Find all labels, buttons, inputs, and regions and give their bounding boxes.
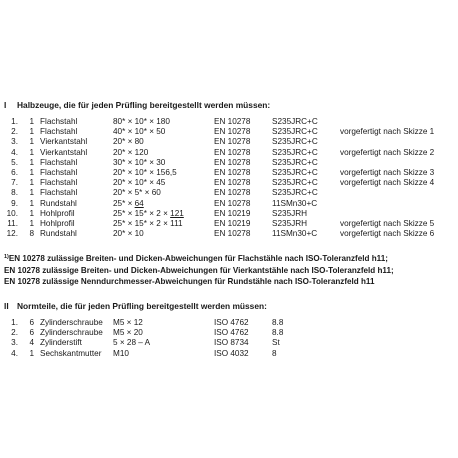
row-name: Sechskantmutter	[40, 348, 102, 358]
row-material: S235JRC+C	[272, 157, 318, 167]
row-position: 3.	[11, 338, 18, 348]
row-dimensions: M5 × 20	[113, 328, 143, 338]
footnote-line-3: EN 10278 zulässige Nenndurchmesser-Abweichungen für Rundstähle nach ISO-Toleranzfeld h11	[4, 277, 375, 287]
row-norm: EN 10278	[214, 127, 251, 137]
row-quantity: 8	[29, 229, 34, 239]
row-position: 1.	[11, 117, 18, 126]
row-dimensions: 20* × 10* × 45	[113, 178, 166, 188]
row-name: Vierkantstahl	[40, 137, 88, 147]
row-position: 2.	[11, 127, 18, 137]
footnote-line-2: EN 10278 zulässige Breiten- und Dicken-Abweichungen für Vierkantstähle nach ISO-Toleranzfeld h11;	[4, 265, 394, 275]
row-quantity: 4	[29, 338, 34, 348]
row-material: 11SMn30+C	[272, 229, 318, 239]
row-position: 5.	[11, 157, 18, 167]
row-material: S235JRC+C	[272, 167, 318, 177]
row-position: 2.	[11, 328, 18, 338]
row-material: 8.8	[272, 318, 284, 327]
footnote-line-1	[4, 252, 456, 265]
row-name: Flachstahl	[40, 178, 78, 188]
row-name: Flachstahl	[40, 157, 78, 167]
row-norm: ISO 4762	[214, 318, 249, 327]
row-position: 9.	[11, 198, 18, 208]
row-material: 8.8	[272, 328, 284, 338]
row-position: 12.	[6, 229, 18, 239]
row-dimensions-underlined: 64	[134, 198, 144, 208]
row-norm: EN 10278	[214, 198, 251, 208]
row-material: St	[272, 338, 280, 348]
section-1-roman: I	[4, 100, 7, 110]
row-material: S235JRH	[272, 208, 308, 218]
row-dimensions-prefix: 25* ×	[113, 198, 135, 208]
row-quantity: 6	[29, 318, 34, 327]
row-name: Zylinderstift	[40, 338, 82, 348]
row-norm: ISO 8734	[214, 338, 249, 348]
row-position: 8.	[11, 188, 18, 198]
row-dimensions-prefix: 25* × 15* × 2 ×	[113, 208, 171, 218]
row-quantity: 1	[29, 127, 34, 137]
row-name: Flachstahl	[40, 127, 78, 137]
row-position: 10.	[6, 208, 18, 218]
row-quantity: 1	[29, 167, 34, 177]
row-name: Hohlprofil	[40, 218, 75, 228]
row-material: 8	[272, 348, 277, 358]
row-dimensions: 5 × 28 – A	[113, 338, 151, 348]
row-name: Flachstahl	[40, 167, 78, 177]
row-quantity: 1	[29, 157, 34, 167]
row-dimensions: 30* × 10* × 30	[113, 157, 166, 167]
row-position: 11.	[7, 218, 18, 228]
row-name: Zylinderschraube	[40, 318, 103, 327]
row-dimensions	[113, 209, 184, 218]
row-position: 3.	[11, 137, 18, 147]
row-norm: EN 10219	[214, 218, 251, 228]
row-note: vorgefertigt nach Skizze 1	[340, 127, 435, 137]
section-2-roman: II	[4, 301, 9, 311]
row-dimensions: 40* × 10* × 50	[113, 127, 166, 137]
row-material: S235JRC+C	[272, 178, 318, 188]
row-norm: EN 10278	[214, 137, 251, 147]
row-name: Hohlprofil	[40, 208, 75, 218]
row-quantity: 1	[29, 218, 34, 228]
row-norm: EN 10219	[214, 208, 251, 218]
row-position: 6.	[11, 167, 18, 177]
row-dimensions-underlined: 121	[170, 208, 184, 218]
row-dimensions: 20* × 120	[113, 147, 149, 157]
row-norm: EN 10278	[214, 229, 251, 239]
row-dimensions: M10	[113, 348, 129, 358]
row-dimensions: 25* × 15* × 2 × 111	[113, 218, 183, 228]
row-dimensions: 20* × 10	[113, 229, 144, 239]
row-material: S235JRH	[272, 218, 308, 228]
footnote-marker: 1)	[4, 254, 9, 260]
row-quantity: 1	[29, 188, 34, 198]
section-2-heading	[4, 301, 267, 311]
row-name: Flachstahl	[40, 188, 78, 198]
row-norm: ISO 4032	[214, 348, 249, 358]
row-name: Flachstahl	[40, 117, 78, 126]
row-norm: EN 10278	[214, 147, 251, 157]
row-material: S235JRC+C	[272, 188, 318, 198]
row-dimensions: 20* × 10* × 156,5	[113, 167, 177, 177]
row-quantity: 1	[29, 147, 34, 157]
row-note: vorgefertigt nach Skizze 6	[340, 229, 435, 239]
row-quantity: 1	[29, 198, 34, 208]
row-material: 11SMn30+C	[272, 198, 318, 208]
row-name: Vierkantstahl	[40, 147, 88, 157]
row-note: vorgefertigt nach Skizze 2	[340, 147, 435, 157]
row-dimensions: M5 × 12	[113, 318, 143, 327]
row-norm: EN 10278	[214, 167, 251, 177]
row-quantity: 1	[29, 208, 34, 218]
row-quantity: 1	[29, 137, 34, 147]
row-note: vorgefertigt nach Skizze 3	[340, 167, 435, 177]
row-note: vorgefertigt nach Skizze 5	[340, 218, 435, 228]
tolerance-footnote	[4, 252, 456, 288]
row-material: S235JRC+C	[272, 117, 318, 126]
row-quantity: 1	[29, 117, 34, 126]
row-name: Rundstahl	[40, 198, 77, 208]
row-norm: ISO 4762	[214, 328, 249, 338]
section-1-heading	[4, 100, 270, 110]
row-norm: EN 10278	[214, 157, 251, 167]
row-position: 4.	[11, 348, 18, 358]
row-position: 4.	[11, 147, 18, 157]
row-material: S235JRC+C	[272, 147, 318, 157]
row-quantity: 1	[29, 348, 34, 358]
row-name: Zylinderschraube	[40, 328, 103, 338]
row-quantity: 6	[29, 328, 34, 338]
row-material: S235JRC+C	[272, 127, 318, 137]
row-dimensions: 80* × 10* × 180	[113, 117, 170, 126]
section-1-title: Halbzeuge, die für jeden Prüfling bereitgestellt werden müssen:	[17, 100, 271, 110]
row-material: S235JRC+C	[272, 137, 318, 147]
row-norm: EN 10278	[214, 117, 251, 126]
footnote-text-1: EN 10278 zulässige Breiten- und Dicken-Abweichungen für Flachstähle nach ISO-Toleranzfeld h11;	[8, 254, 388, 263]
row-position: 1.	[11, 318, 18, 327]
row-note: vorgefertigt nach Skizze 4	[340, 178, 435, 188]
row-dimensions: 20* × 80	[113, 137, 144, 147]
row-norm: EN 10278	[214, 188, 251, 198]
row-quantity: 1	[29, 178, 34, 188]
section-2-title: Normteile, die für jeden Prüfling bereitgestellt werden müssen:	[17, 301, 267, 311]
row-position: 7.	[11, 178, 18, 188]
row-dimensions: 20* × 5* × 60	[113, 188, 161, 198]
row-dimensions	[113, 199, 144, 208]
row-name: Rundstahl	[40, 229, 77, 239]
row-norm: EN 10278	[214, 178, 251, 188]
